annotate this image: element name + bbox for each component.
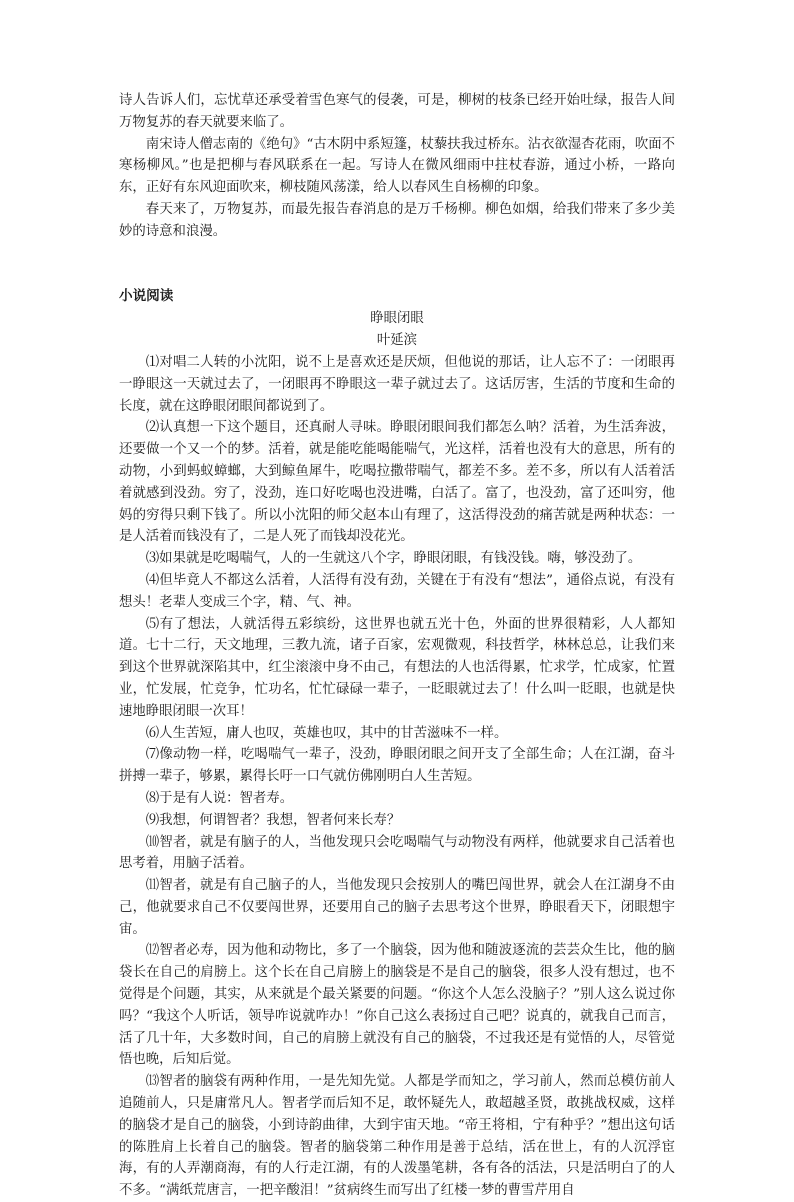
section-spacer	[119, 243, 675, 286]
story-paragraph: ⑽智者，就是有脑子的人，当他发现只会吃喝喘气与动物没有两样，他就要求自己活着也思考着，用脑子活着。	[119, 834, 675, 872]
intro-paragraph: 南宋诗人僧志南的《绝句》“古木阴中系短篷，杖藜扶我过桥东。沾衣欲湿杏花雨，吹面不寒杨柳风。”也是把柳与春风联系在一起。写诗人在微风细雨中拄杖春游，通过小桥，一路向东，正好有东风迎面吹来，柳枝随风荡漾，给人以春风生自杨柳的印象。	[119, 136, 675, 196]
document-page	[119, 90, 675, 1202]
story-author: 叶延滨	[376, 333, 418, 349]
story-paragraph: ⑸有了想法，人就活得五彩缤纷，这世界也就五光十色，外面的世界很精彩，人人都知道。七十二行，天文地理，三教九流，诸子百家，宏观微观，科技哲学，林林总总，让我们来到这个世界就深陷其中，红尘滚滚中身不由己，有想法的人也活得累，忙求学，忙成家，忙置业，忙发展，忙竞争，忙功名，忙忙碌碌一辈子，一眨眼就过去了！什么叫一眨眼，也就是快速地睁眼闭眼一次耳！	[119, 616, 675, 719]
story-paragraph: ⑾智者，就是有自己脑子的人，当他发现只会按别人的嘴巴闯世界，就会人在江湖身不由己，他就要求自己不仅要闯世界，还要用自己的脑子去思考这个世界，睁眼看天下，闭眼想宇宙。	[119, 878, 675, 937]
story-paragraph: ⑷但毕竟人不都这么活着，人活得有没有劲，关键在于有没有“想法”，通俗点说，有没有想头！老辈人变成三个字，精、气、神。	[119, 572, 675, 610]
story-paragraph: ⑴对唱二人转的小沈阳，说不上是喜欢还是厌烦，但他说的那话，让人忘不了：一闭眼再一睁眼这一天就过去了，一闭眼再不睁眼这一辈子就过去了。这话厉害，生活的节度和生命的长度，就在这睁眼闭眼间都说到了。	[119, 354, 675, 414]
intro-paragraph: 春天来了，万物复苏，而最先报告春消息的是万千杨柳。柳色如烟，给我们带来了多少美妙的诗意和浪漫。	[119, 201, 675, 239]
story-paragraph: ⑹人生苦短，庸人也叹，英雄也叹，其中的甘苦滋味不一样。	[145, 725, 508, 741]
story-paragraph: ⑼我想，何谓智者？我想，智者何来长寿？	[145, 812, 401, 828]
story-paragraph: ⒀智者的脑袋有两种作用，一是先知先觉。人都是学而知之，学习前人，然而总模仿前人追随前人，只是庸常凡人。智者学而后知不足，敢怀疑先人，敢超越圣贤，敢挑战权威，这样的脑袋才是自己的脑袋，小到诗韵曲律，大到宇宙天地。“帝王将相，宁有种乎？”想出这句话的陈胜肩上长着自己的脑袋。智者的脑袋第二种作用是善于总结，活在世上，有的人沉浮宦海，有的人弄潮商海，有的人行走江湖，有的人泼墨笔耕，各有各的活法，只是活明白了的人不多。“满纸荒唐言，一把辛酸泪！”贫病终生而写出了红楼一梦的曹雪芹用自	[119, 1074, 675, 1199]
story-paragraph: ⑶如果就是吃喝喘气，人的一生就这八个字，睁眼闭眼，有钱没钱。嗨，够没劲了。	[145, 551, 642, 567]
story-paragraph: ⑵认真想一下这个题目，还真耐人寻味。睁眼闭眼间我们都怎么呐？活着，为生活奔波，还要做一个又一个的梦。活着，就是能吃能喝能喘气，光这样，活着也没有大的意思，所有的动物，小到蚂蚁蟑螂，大到鲸鱼犀牛，吃喝拉撒带喘气，都差不多。差不多，所以有人活着活着就感到没劲。穷了，没劲，连口好吃喝也没进嘴，白活了。富了，也没劲，富了还叫穷，他妈的穷得只剩下钱了。所以小沈阳的师父赵本山有理了，这活得没劲的痛苦就是两种状态：一是人活着而钱没有了，二是人死了而钱却没花光。	[119, 420, 675, 545]
section-heading: 小说阅读	[119, 287, 174, 304]
story-paragraph: ⑿智者必寿，因为他和动物比，多了一个脑袋，因为他和随波逐流的芸芸众生比，他的脑袋长在自己的肩膀上。这个长在自己肩膀上的脑袋是不是自己的脑袋，很多人没有想过，也不觉得是个问题，其实，从来就是个最关紧要的问题。“你这个人怎么没脑子？”别人这么说过你吗？“我这个人听话，领导咋说就咋办！”你自己这么表扬过自己吧？说真的，就我自己而言，活了几十年，大多数时间，自己的肩膀上就没有自己的脑袋，不过我还是有觉悟的人，尽管觉悟也晚，后知后觉。	[119, 943, 675, 1068]
story-paragraph: ⑻于是有人说：智者寿。	[145, 790, 294, 806]
story-paragraph: ⑺像动物一样，吃喝喘气一辈子，没劲，睁眼闭眼之间开支了全部生命；人在江湖，奋斗拼搏一辈子，够累，累得长吁一口气就仿佛刚明白人生苦短。	[119, 747, 675, 785]
story-title: 睁眼闭眼	[370, 311, 424, 327]
intro-paragraph: 诗人告诉人们，忘忧草还承受着雪色寒气的侵袭，可是，柳树的枝条已经开始吐绿，报告人间万物复苏的春天就要来临了。	[119, 93, 675, 130]
